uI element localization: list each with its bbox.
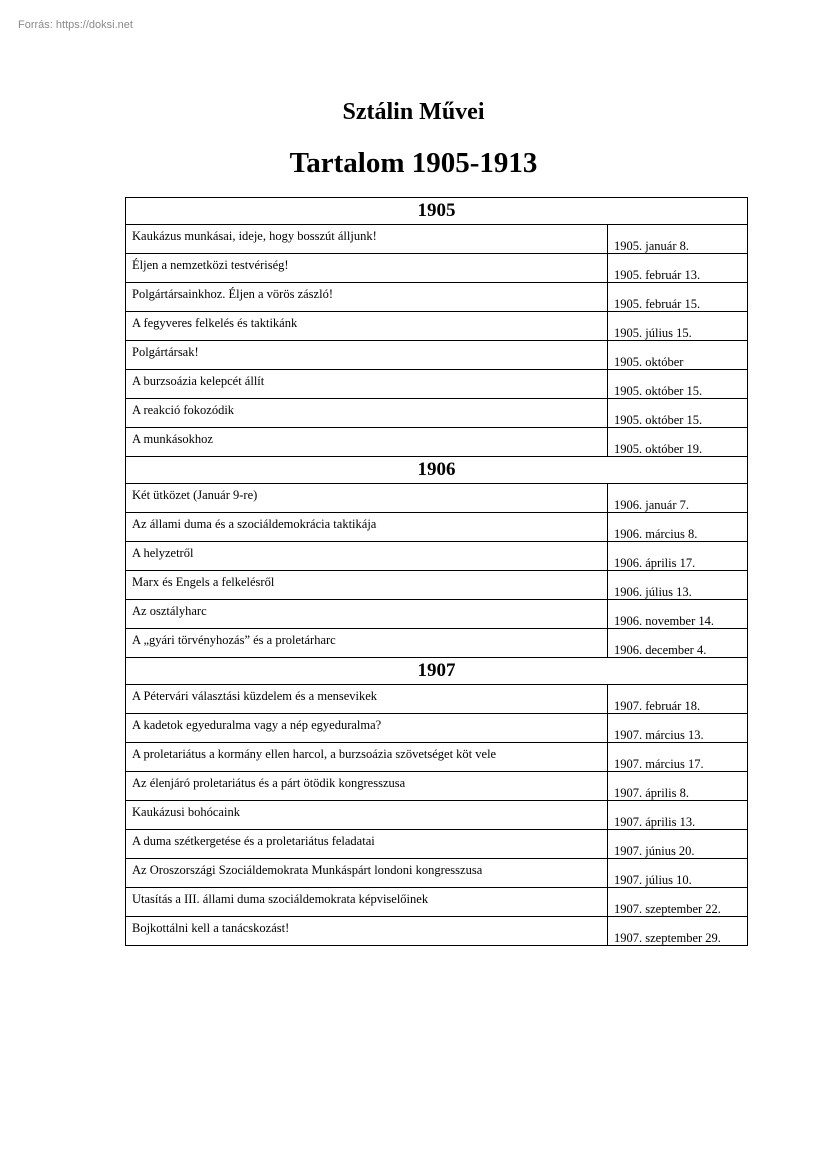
table-row (126, 484, 748, 513)
entry-date: 1906. április 17. (608, 542, 748, 571)
entry-title: Az élenjáró proletariátus és a párt ötödik kongresszusa (126, 772, 608, 801)
table-row (126, 428, 748, 457)
table-row (126, 341, 748, 370)
table-row (126, 859, 748, 888)
entry-title: A duma szétkergetése és a proletariátus feladatai (126, 830, 608, 859)
entry-title: Két ütközet (Január 9-re) (126, 484, 608, 513)
entry-title: A Pétervári választási küzdelem és a mensevikek (126, 685, 608, 714)
table-row (126, 513, 748, 542)
entry-date: 1907. június 20. (608, 830, 748, 859)
year-heading-row (126, 198, 748, 225)
table-row (126, 600, 748, 629)
entry-date: 1906. július 13. (608, 571, 748, 600)
entry-title: Polgártársak! (126, 341, 608, 370)
table-row (126, 743, 748, 772)
entry-date: 1906. november 14. (608, 600, 748, 629)
year-heading: 1905 (126, 198, 748, 225)
entry-title: Marx és Engels a felkelésről (126, 571, 608, 600)
table-row (126, 888, 748, 917)
table-row (126, 283, 748, 312)
table-row (126, 225, 748, 254)
year-heading-row (126, 457, 748, 484)
source-note: Forrás: https://doksi.net (18, 19, 133, 31)
entry-date: 1907. április 8. (608, 772, 748, 801)
table-row (126, 801, 748, 830)
entry-date: 1905. október 15. (608, 370, 748, 399)
table-row (126, 254, 748, 283)
entry-title: Kaukázusi bohócaink (126, 801, 608, 830)
table-row (126, 370, 748, 399)
entry-date: 1906. január 7. (608, 484, 748, 513)
entry-date: 1905. február 13. (608, 254, 748, 283)
entry-title: Polgártársainkhoz. Éljen a vörös zászló! (126, 283, 608, 312)
table-row (126, 312, 748, 341)
entry-title: Bojkottálni kell a tanácskozást! (126, 917, 608, 946)
table-row (126, 399, 748, 428)
entry-date: 1905. január 8. (608, 225, 748, 254)
entry-date: 1905. október (608, 341, 748, 370)
entry-date: 1907. február 18. (608, 685, 748, 714)
table-of-contents (125, 197, 748, 946)
year-heading: 1906 (126, 457, 748, 484)
entry-title: A „gyári törvényhozás” és a proletárharc (126, 629, 608, 658)
table-row (126, 917, 748, 946)
entry-date: 1905. október 15. (608, 399, 748, 428)
entry-date: 1906. december 4. (608, 629, 748, 658)
entry-date: 1906. március 8. (608, 513, 748, 542)
entry-title: A proletariátus a kormány ellen harcol, a burzsoázia szövetséget köt vele (126, 743, 608, 772)
entry-title: Éljen a nemzetközi testvériség! (126, 254, 608, 283)
table-row (126, 772, 748, 801)
entry-title: A kadetok egyeduralma vagy a nép egyeduralma? (126, 714, 608, 743)
entry-title: A fegyveres felkelés és taktikánk (126, 312, 608, 341)
entry-date: 1907. szeptember 29. (608, 917, 748, 946)
entry-title: A burzsoázia kelepcét állít (126, 370, 608, 399)
table-row (126, 714, 748, 743)
table-row (126, 830, 748, 859)
entry-date: 1905. október 19. (608, 428, 748, 457)
entry-date: 1907. április 13. (608, 801, 748, 830)
entry-date: 1905. február 15. (608, 283, 748, 312)
entry-title: A reakció fokozódik (126, 399, 608, 428)
table-row (126, 629, 748, 658)
entry-title: Utasítás a III. állami duma szociáldemokrata képviselőinek (126, 888, 608, 917)
entry-date: 1907. július 10. (608, 859, 748, 888)
year-heading: 1907 (126, 658, 748, 685)
entry-title: Az osztályharc (126, 600, 608, 629)
entry-date: 1907. szeptember 22. (608, 888, 748, 917)
table-row (126, 685, 748, 714)
entry-title: Kaukázus munkásai, ideje, hogy bosszút álljunk! (126, 225, 608, 254)
entry-date: 1907. március 17. (608, 743, 748, 772)
table-row (126, 542, 748, 571)
entry-title: Az Oroszországi Szociáldemokrata Munkáspárt londoni kongresszusa (126, 859, 608, 888)
entry-title: Az állami duma és a szociáldemokrácia taktikája (126, 513, 608, 542)
document-subtitle: Tartalom 1905-1913 (289, 147, 538, 179)
entry-date: 1907. március 13. (608, 714, 748, 743)
entry-title: A helyzetről (126, 542, 608, 571)
document-title: Sztálin Művei (342, 99, 485, 125)
entry-date: 1905. július 15. (608, 312, 748, 341)
entry-title: A munkásokhoz (126, 428, 608, 457)
table-row (126, 571, 748, 600)
year-heading-row (126, 658, 748, 685)
